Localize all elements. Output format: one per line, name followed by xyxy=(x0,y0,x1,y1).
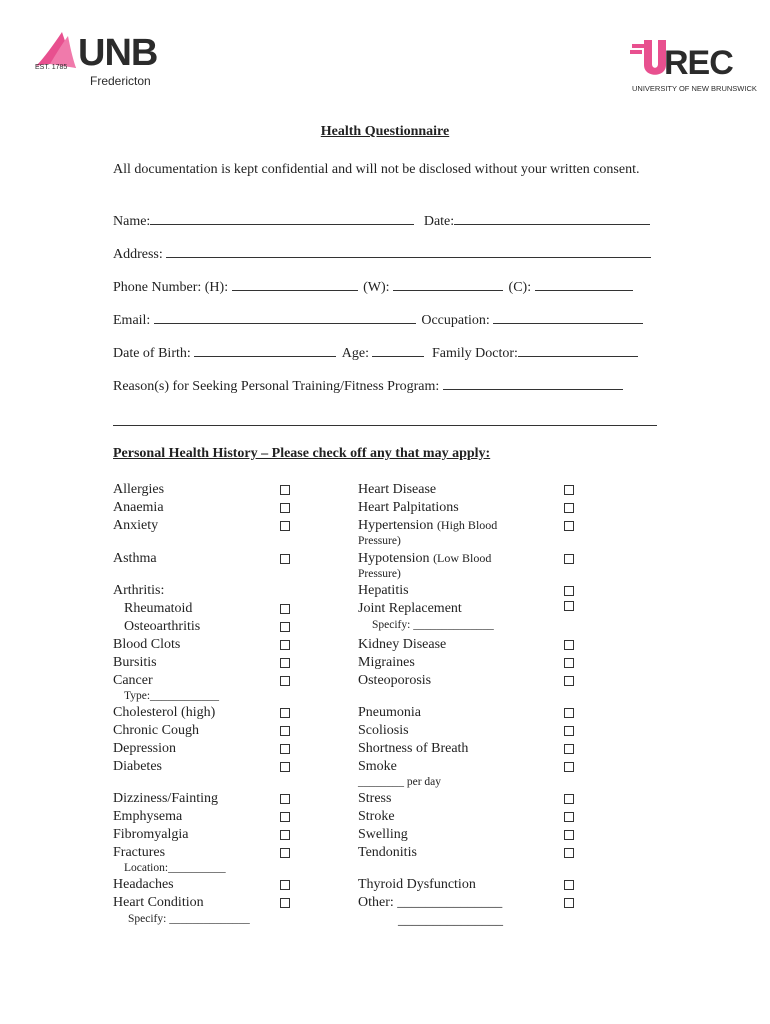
dizziness-checkbox[interactable] xyxy=(280,794,290,804)
address-row xyxy=(113,244,657,263)
smoke-per-day-field[interactable]: ________ per day xyxy=(358,776,442,788)
cancer-type-field[interactable]: Type:____________ xyxy=(124,690,220,702)
age-field[interactable] xyxy=(372,343,424,357)
urec-logo xyxy=(630,36,757,96)
osteoporosis-label: Osteoporosis xyxy=(358,673,432,688)
diabetes-checkbox[interactable] xyxy=(280,762,290,772)
cholesterol-label: Cholesterol (high) xyxy=(113,705,216,720)
joint-replacement-checkbox[interactable] xyxy=(564,601,574,611)
fractures-checkbox[interactable] xyxy=(280,848,290,858)
date-field[interactable] xyxy=(454,211,650,225)
email-field[interactable] xyxy=(154,310,416,324)
kidney-disease-label: Kidney Disease xyxy=(358,637,447,652)
heart-condition-specify-field[interactable]: Specify: ______________ xyxy=(128,913,250,925)
allergies-label: Allergies xyxy=(113,482,165,497)
hypotension-checkbox[interactable] xyxy=(564,554,574,564)
swelling-checkbox[interactable] xyxy=(564,830,574,840)
heart-condition-label: Heart Condition xyxy=(113,895,204,910)
headaches-checkbox[interactable] xyxy=(280,880,290,890)
hepatitis-checkbox[interactable] xyxy=(564,586,574,596)
pneumonia-checkbox[interactable] xyxy=(564,708,574,718)
unb-wordmark: UNB xyxy=(78,32,158,74)
other-checkbox[interactable] xyxy=(564,898,574,908)
stroke-label: Stroke xyxy=(358,809,395,824)
family-doctor-label: Family Doctor: xyxy=(431,346,518,361)
tendonitis-checkbox[interactable] xyxy=(564,848,574,858)
rheumatoid-label: Rheumatoid xyxy=(124,601,193,616)
stress-checkbox[interactable] xyxy=(564,794,574,804)
blood-clots-label: Blood Clots xyxy=(113,637,181,652)
swelling-label: Swelling xyxy=(358,827,408,842)
phone-work-field[interactable] xyxy=(393,277,503,291)
unb-sail-icon xyxy=(32,30,82,80)
asthma-label: Asthma xyxy=(113,551,157,566)
health-history-heading: Personal Health History – Please check off any that may apply: xyxy=(113,446,491,461)
hypotension-note-2: Pressure) xyxy=(358,568,401,580)
family-doctor-field[interactable] xyxy=(518,343,638,357)
pneumonia-label: Pneumonia xyxy=(358,705,421,720)
urec-wordmark: REC xyxy=(664,44,733,82)
headaches-label: Headaches xyxy=(113,877,174,892)
name-date-row xyxy=(113,211,657,230)
allergies-checkbox[interactable] xyxy=(280,485,290,495)
diabetes-label: Diabetes xyxy=(113,759,162,774)
emphysema-checkbox[interactable] xyxy=(280,812,290,822)
fibromyalgia-checkbox[interactable] xyxy=(280,830,290,840)
chronic-cough-checkbox[interactable] xyxy=(280,726,290,736)
confidentiality-notice: All documentation is kept confidential and will not be disclosed without your written consent. xyxy=(113,162,640,177)
heart-disease-checkbox[interactable] xyxy=(564,485,574,495)
bursitis-checkbox[interactable] xyxy=(280,658,290,668)
hypertension-note: (High Blood xyxy=(436,518,498,532)
name-field[interactable] xyxy=(150,211,414,225)
unb-logo xyxy=(32,30,162,90)
address-label: Address: xyxy=(113,247,163,262)
heart-palpitations-checkbox[interactable] xyxy=(564,503,574,513)
chronic-cough-label: Chronic Cough xyxy=(113,723,199,738)
hypotension-label xyxy=(358,551,491,567)
cancer-label: Cancer xyxy=(113,673,153,688)
unb-established: EST. 1785 xyxy=(35,64,68,71)
address-field[interactable] xyxy=(166,244,651,258)
cancer-checkbox[interactable] xyxy=(280,676,290,686)
hypotension-text: Hypotension xyxy=(358,551,430,566)
fracture-location-field[interactable]: Location:__________ xyxy=(124,862,226,874)
name-label: Name: xyxy=(113,214,151,229)
depression-checkbox[interactable] xyxy=(280,744,290,754)
fractures-label: Fractures xyxy=(113,845,166,860)
osteoarthritis-label: Osteoarthritis xyxy=(124,619,201,634)
shortness-of-breath-label: Shortness of Breath xyxy=(358,741,469,756)
anaemia-label: Anaemia xyxy=(113,500,164,515)
anxiety-label: Anxiety xyxy=(113,518,159,533)
other-extra-line[interactable]: _______________ xyxy=(398,913,503,928)
heart-palpitations-label: Heart Palpitations xyxy=(358,500,459,515)
dob-age-doctor-row xyxy=(113,343,657,362)
email-occupation-row xyxy=(113,310,657,329)
thyroid-dysfunction-checkbox[interactable] xyxy=(564,880,574,890)
bursitis-label: Bursitis xyxy=(113,655,157,670)
fibromyalgia-label: Fibromyalgia xyxy=(113,827,189,842)
osteoporosis-checkbox[interactable] xyxy=(564,676,574,686)
unb-campus: Fredericton xyxy=(90,74,151,88)
cholesterol-checkbox[interactable] xyxy=(280,708,290,718)
osteoarthritis-checkbox[interactable] xyxy=(280,622,290,632)
depression-label: Depression xyxy=(113,741,176,756)
dob-label: Date of Birth: xyxy=(113,346,191,361)
occupation-field[interactable] xyxy=(493,310,643,324)
thyroid-dysfunction-label: Thyroid Dysfunction xyxy=(358,877,476,892)
hypotension-note: (Low Blood xyxy=(433,551,492,565)
scoliosis-label: Scoliosis xyxy=(358,723,409,738)
scoliosis-checkbox[interactable] xyxy=(564,726,574,736)
phone-work-label: (W): xyxy=(363,280,390,295)
hypertension-text: Hypertension xyxy=(358,518,434,533)
reason-row xyxy=(113,376,657,395)
smoke-checkbox[interactable] xyxy=(564,762,574,772)
migraines-checkbox[interactable] xyxy=(564,658,574,668)
phone-home-field[interactable] xyxy=(232,277,358,291)
stroke-checkbox[interactable] xyxy=(564,812,574,822)
hepatitis-label: Hepatitis xyxy=(358,583,409,598)
phone-cell-label: (C): xyxy=(508,280,532,295)
blood-clots-checkbox[interactable] xyxy=(280,640,290,650)
migraines-label: Migraines xyxy=(358,655,415,670)
heart-condition-checkbox[interactable] xyxy=(280,898,290,908)
arthritis-label: Arthritis: xyxy=(113,583,165,598)
phone-home-label: Phone Number: (H): xyxy=(113,280,229,295)
dizziness-label: Dizziness/Fainting xyxy=(113,791,218,806)
rheumatoid-checkbox[interactable] xyxy=(280,604,290,614)
tendonitis-label: Tendonitis xyxy=(358,845,417,860)
joint-replacement-specify-field[interactable]: Specify: ______________ xyxy=(372,619,494,631)
anaemia-checkbox[interactable] xyxy=(280,503,290,513)
age-label: Age: xyxy=(341,346,369,361)
other-field[interactable]: Other: _______________ xyxy=(358,895,503,910)
occupation-label: Occupation: xyxy=(421,313,490,328)
reason-extra-line[interactable] xyxy=(113,425,657,426)
hypertension-checkbox[interactable] xyxy=(564,521,574,531)
shortness-of-breath-checkbox[interactable] xyxy=(564,744,574,754)
phone-row xyxy=(113,277,657,296)
joint-replacement-label: Joint Replacement xyxy=(358,601,462,616)
phone-cell-field[interactable] xyxy=(535,277,633,291)
emphysema-label: Emphysema xyxy=(113,809,183,824)
hypertension-note-2: Pressure) xyxy=(358,535,401,547)
dob-field[interactable] xyxy=(194,343,336,357)
reason-field[interactable] xyxy=(443,376,623,390)
asthma-checkbox[interactable] xyxy=(280,554,290,564)
heart-disease-label: Heart Disease xyxy=(358,482,437,497)
date-label: Date: xyxy=(423,214,455,229)
hypertension-label xyxy=(358,518,497,534)
urec-university: UNIVERSITY OF NEW BRUNSWICK xyxy=(632,84,757,93)
reason-label: Reason(s) for Seeking Personal Training/Fitness Program: xyxy=(113,379,440,394)
email-label: Email: xyxy=(113,313,151,328)
smoke-label: Smoke xyxy=(358,759,397,774)
kidney-disease-checkbox[interactable] xyxy=(564,640,574,650)
stress-label: Stress xyxy=(358,791,392,806)
page-title: Health Questionnaire xyxy=(320,124,450,139)
anxiety-checkbox[interactable] xyxy=(280,521,290,531)
